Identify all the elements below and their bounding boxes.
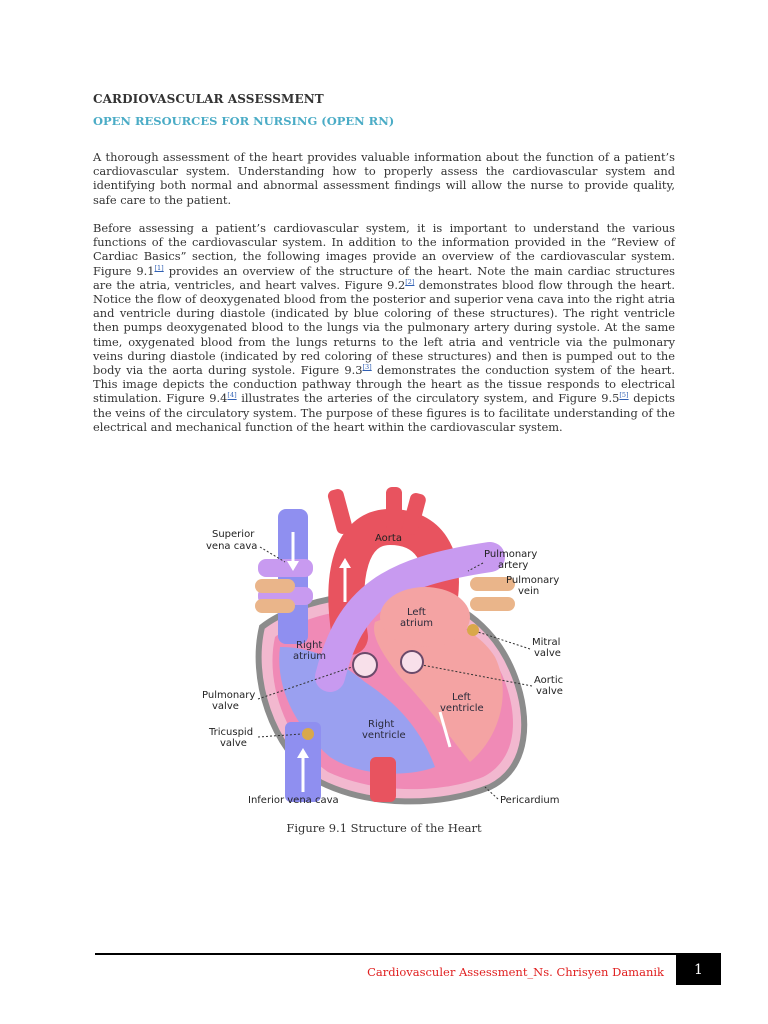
label-right-ventricle: Right (368, 719, 395, 730)
label-left-ventricle: Left (452, 692, 471, 703)
label-pulmonary-valve: Pulmonary (202, 690, 256, 701)
reference-link[interactable]: [5] (619, 391, 629, 400)
label-left-atrium: Left (407, 607, 426, 618)
label-right-atrium: atrium (293, 651, 327, 662)
page-subtitle: OPEN RESOURCES FOR NURSING (OPEN RN) (93, 114, 395, 128)
label-pulmonary-artery: Pulmonary (484, 549, 538, 560)
page-number: 1 (676, 955, 721, 985)
aortic-valve (401, 651, 423, 673)
overview-paragraph (93, 221, 675, 434)
label-pulmonary-artery: artery (498, 560, 529, 571)
label-pericardium: Pericardium (500, 795, 560, 806)
label-tricuspid-valve: valve (220, 738, 247, 749)
pulmonary-vein (255, 579, 295, 593)
label-left-atrium: atrium (400, 618, 434, 629)
label-mitral-valve: valve (534, 648, 561, 659)
paragraph-text: Before assessing a patient’s cardiovascular system, it is important to understand the various functions of the cardiovascular system. In addition to the information provided in the “Review of Cardiac Basics” section, the following images provide an overview of the cardiovascular system. Figure 9.1 (93, 221, 675, 278)
aortic-branch (386, 487, 402, 532)
label-right-atrium: Right (296, 640, 323, 651)
label-mitral-valve: Mitral (532, 637, 561, 648)
pulmonary-artery-branch (258, 559, 313, 577)
label-pulmonary-vein: vein (518, 586, 540, 597)
aortic-branch (327, 488, 354, 536)
pulmonary-valve (353, 653, 377, 677)
intro-paragraph: A thorough assessment of the heart provides valuable information about the function of a patient’s cardiovascular system. Understanding how to properly assess the cardiovascular system and identifying both normal and abnormal assessment findings will allow the nurse to provide quality, safe care to the patient. (93, 150, 675, 207)
label-aorta: Aorta (375, 533, 402, 544)
paragraph-text: illustrates the arteries of the circulatory system, and Figure 9.5 (236, 391, 620, 406)
heart-illustration (200, 487, 572, 809)
figure-caption: Figure 9.1 Structure of the Heart (286, 821, 482, 835)
paragraph-text: provides an overview of the structure of the heart. Note the main cardiac structures are the atria, ventricles, and heart valves. Figure 9.2 (93, 263, 675, 292)
label-superior-vena-cava: Superior (212, 529, 255, 540)
label-superior-vena-cava: vena cava (206, 541, 258, 552)
label-pulmonary-valve: valve (212, 701, 239, 712)
label-inferior-vena-cava: Inferior vena cava (248, 795, 339, 806)
label-aortic-valve: valve (536, 686, 563, 697)
mitral-valve (467, 624, 479, 636)
label-right-ventricle: ventricle (362, 730, 406, 741)
label-aortic-valve: Aortic (534, 675, 564, 686)
label-pulmonary-vein: Pulmonary (506, 575, 560, 586)
reference-link[interactable]: [3] (362, 363, 372, 372)
descending-aorta (370, 757, 396, 802)
paragraph-text: depicts the veins of the circulatory system. The purpose of these figures is to facilitate understanding of the electrical and mechanical function of the heart within the cardiovascular system. (93, 391, 675, 434)
heart-diagram (200, 487, 572, 809)
reference-link[interactable]: [1] (154, 263, 164, 272)
page-title: CARDIOVASCULAR ASSESSMENT (93, 92, 324, 106)
footer-text: Cardiovasculer Assessment_Ns. Chrisyen Damanik (367, 965, 664, 979)
pulmonary-vein (255, 599, 295, 613)
pulmonary-vein (470, 597, 515, 611)
paragraph-text: demonstrates blood flow through the heart. Notice the flow of deoxygenated blood from the posterior and superior vena cava into the right atria and ventricle during diastole (indicated by blue coloring of these structures). The right ventricle then pumps deoxygenated blood to the lungs via the pulmonary artery during systole. At the same time, oxygenated blood from the lungs returns to the left atria and ventricle via the pulmonary veins during diastole (indicated by red coloring of these structures) and then is pumped out to the body via the aorta during systole. Figure 9.3 (93, 277, 675, 378)
reference-link[interactable]: [2] (405, 278, 415, 287)
paragraph-text: demonstrates the conduction system of the heart. This image depicts the conduction pathway through the heart as the tissue responds to electrical stimulation. Figure 9.4 (93, 363, 675, 406)
label-tricuspid-valve: Tricuspid (209, 727, 254, 738)
footer-divider (95, 953, 721, 955)
tricuspid-valve (302, 728, 314, 740)
reference-link[interactable]: [4] (227, 391, 237, 400)
label-left-ventricle: ventricle (440, 703, 484, 714)
